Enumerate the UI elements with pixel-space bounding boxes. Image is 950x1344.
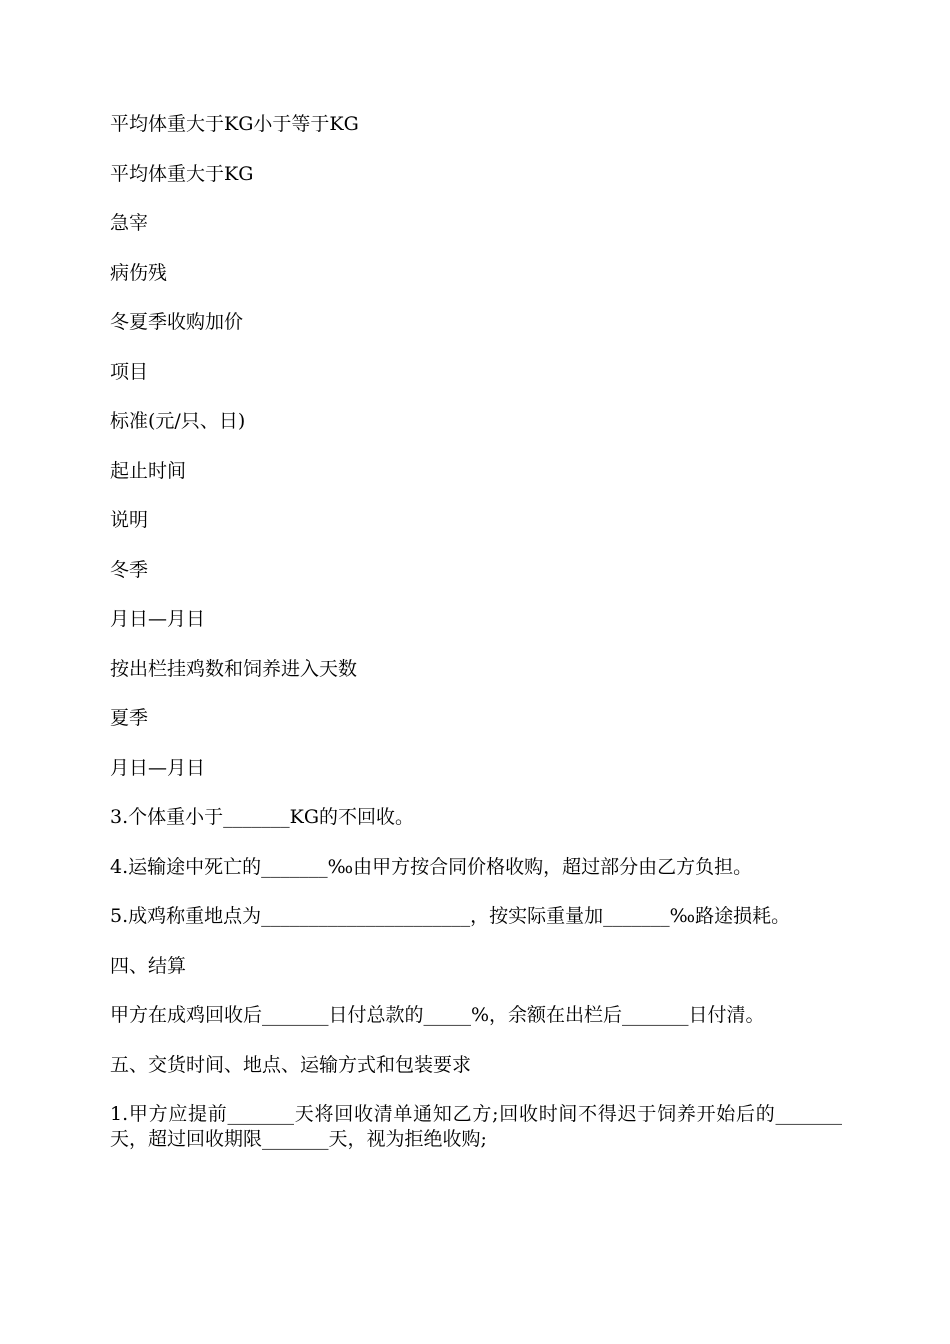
section-heading-delivery: 五、交货时间、地点、运输方式和包装要求 [110,1053,472,1076]
paragraph-basis: 按出栏挂鸡数和饲养进入天数 [110,657,358,680]
paragraph-emergency-slaughter: 急宰 [110,212,149,234]
paragraph-standard: 标准(元/只、日) [110,410,246,432]
paragraph-sick-injured: 病伤残 [110,261,168,284]
document-page [110,112,842,1177]
paragraph-winter-dates: 月日—月日 [110,608,206,630]
paragraph-winter: 冬季 [110,558,149,581]
paragraph-clause-5: 5.成鸡称重地点为______________________，按实际重量加_______‰路途损耗。 [110,905,791,927]
paragraph-note: 说明 [110,509,149,531]
paragraph-weight-over: 平均体重大于KG [110,162,254,185]
paragraph-clause-4: 4.运输途中死亡的_______‰由甲方按合同价格收购，超过部分由乙方负担。 [110,855,753,878]
paragraph-summer-dates: 月日—月日 [110,756,206,779]
section-heading-settlement: 四、结算 [110,954,187,977]
paragraph-summer: 夏季 [110,707,149,729]
paragraph-delivery-1: 1.甲方应提前_______天将回收清单通知乙方;回收时间不得迟于饲养开始后的_______天，超过回收期限_______天，视为拒绝收购; [110,1103,842,1150]
paragraph-period: 起止时间 [110,459,187,482]
paragraph-item: 项目 [110,360,149,383]
paragraph-weight-range: 平均体重大于KG小于等于KG [110,113,359,135]
paragraph-settlement: 甲方在成鸡回收后_______日付总款的_____%，余额在出栏后_______日付清。 [110,1004,765,1026]
paragraph-clause-3: 3.个体重小于_______KG的不回收。 [110,806,415,828]
paragraph-seasonal-surcharge: 冬夏季收购加价 [110,311,244,333]
